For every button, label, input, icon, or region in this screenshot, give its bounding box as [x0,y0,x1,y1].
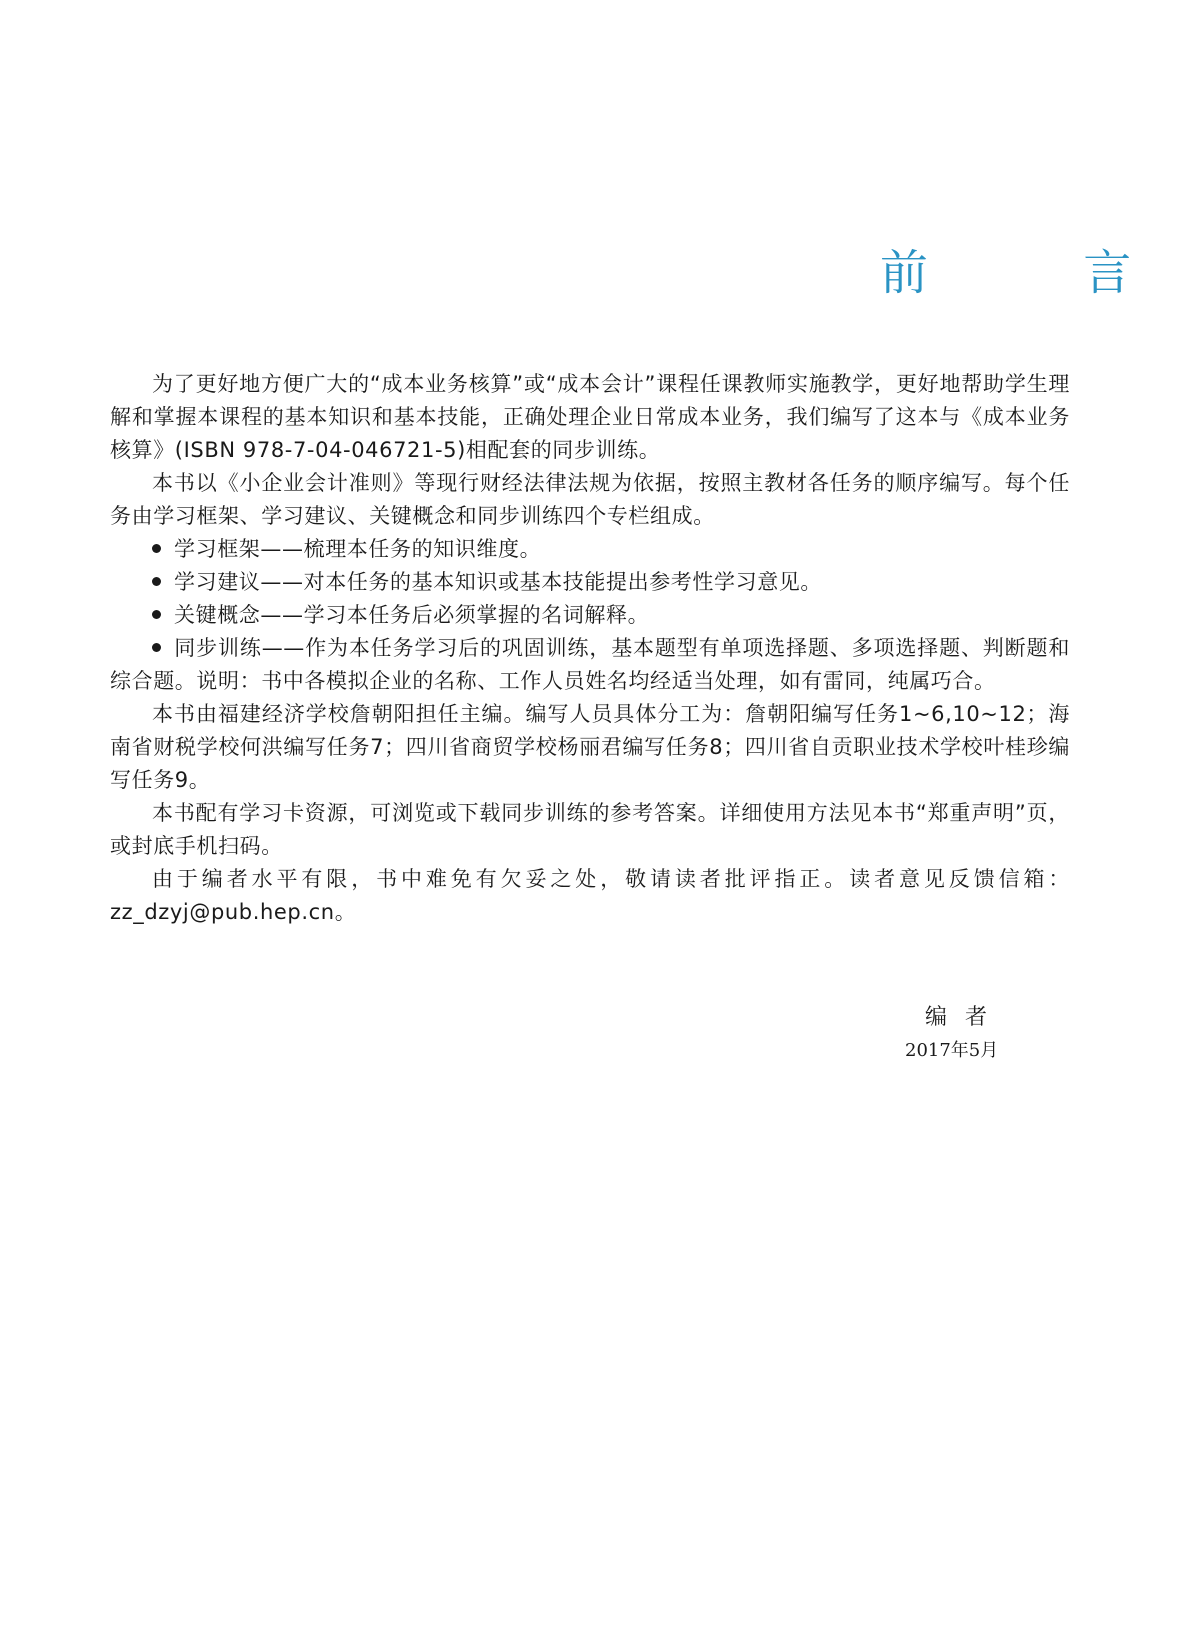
bullet-icon [152,544,161,553]
bullet-text: 学习建议——对本任务的基本知识或基本技能提出参考性学习意见。 [174,570,822,594]
signature: 编者 [925,1005,1006,1030]
paragraph-structure: 本书以《小企业会计准则》等现行财经法律法规为依据，按照主教材各任务的顺序编写。每个任务由学习框架、学习建议、关键概念和同步训练四个专栏组成。 [110,471,1070,528]
paragraph-resources: 本书配有学习卡资源，可浏览或下载同步训练的参考答案。详细使用方法见本书“郑重声明”页，或封底手机扫码。 [110,801,1070,858]
bullet-item-suggestion [110,566,1070,599]
bullet-text: 同步训练——作为本任务学习后的巩固训练，基本题型有单项选择题、多项选择题、判断题和综合题。说明：书中各模拟企业的名称、工作人员姓名均经适当处理，如有雷同，纯属巧合。 [110,636,1070,693]
date: 2017年5月 [905,1040,999,1061]
bullet-item-framework [110,533,1070,566]
bullet-text: 学习框架——梳理本任务的知识维度。 [174,537,542,561]
bullet-icon [152,643,161,652]
preface-body [110,368,1070,929]
page-title: 前 言 [880,245,1201,301]
paragraph-intro: 为了更好地方便广大的“成本业务核算”或“成本会计”课程任课教师实施教学，更好地帮助学生理解和掌握本课程的基本知识和基本技能，正确处理企业日常成本业务，我们编写了这本与《成本业务核算》(ISBN 978-7-04-046721-5)相配套的同步训练。 [110,372,1070,462]
paragraph-authors: 本书由福建经济学校詹朝阳担任主编。编写人员具体分工为：詹朝阳编写任务1~6,10~12；海南省财税学校何洪编写任务7；四川省商贸学校杨丽君编写任务8；四川省自贡职业技术学校叶桂珍编写任务9。 [110,702,1070,792]
bullet-item-training [110,632,1070,698]
bullet-text: 关键概念——学习本任务后必须掌握的名词解释。 [174,603,650,627]
bullet-icon [152,610,161,619]
bullet-item-concepts [110,599,1070,632]
paragraph-feedback: 由于编者水平有限，书中难免有欠妥之处，敬请读者批评指正。读者意见反馈信箱：zz_dzyj@pub.hep.cn。 [110,867,1070,924]
bullet-icon [152,577,161,586]
